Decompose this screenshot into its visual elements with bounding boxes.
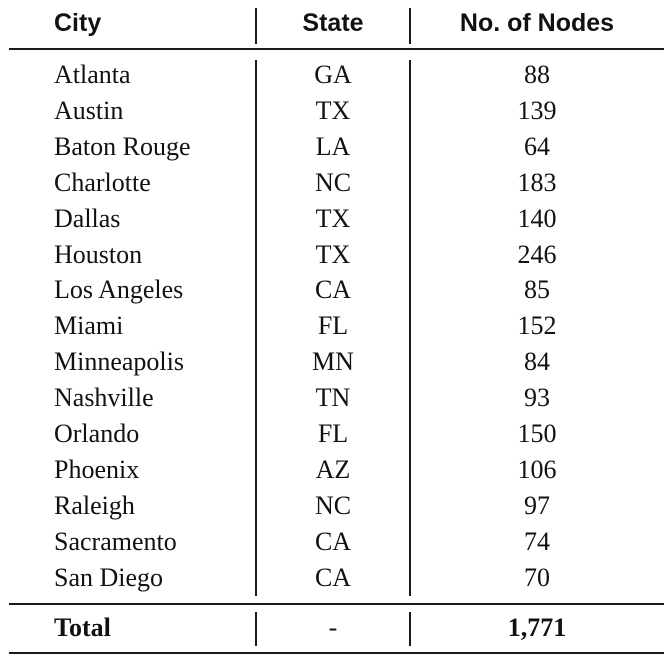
total-label: Total (54, 613, 111, 642)
cell-state: GA (314, 60, 352, 89)
cell-nodes: 64 (524, 131, 550, 161)
cell-city: Phoenix (54, 454, 140, 484)
cell-city: Sacramento (54, 526, 177, 556)
cell-state: AZ (315, 454, 351, 484)
cell-state: TX (315, 203, 351, 233)
cell-state: NC (314, 490, 352, 520)
cell-state: LA (315, 131, 351, 161)
total-nodes: 1,771 (507, 613, 567, 642)
header-state: State (302, 9, 364, 37)
cell-state: FL (317, 311, 349, 341)
cell-state: MN (312, 347, 354, 377)
cell-nodes: 70 (524, 562, 550, 592)
cell-city: Baton Rouge (54, 131, 191, 161)
total-divider-1 (255, 612, 257, 646)
cell-nodes: 140 (517, 203, 557, 233)
header-rule (9, 48, 664, 50)
cell-nodes: 246 (517, 239, 557, 269)
cell-city: Austin (54, 95, 124, 125)
cell-state: CA (314, 275, 352, 305)
cell-city: Minneapolis (54, 347, 184, 377)
cell-nodes: 139 (517, 95, 557, 125)
total-rule (9, 603, 664, 605)
header-divider-1 (255, 8, 257, 44)
cell-city: Miami (54, 311, 124, 341)
cell-nodes: 183 (517, 167, 557, 197)
cell-nodes: 106 (517, 454, 557, 484)
total-divider-2 (409, 612, 411, 646)
cell-state: FL (317, 419, 349, 448)
cell-nodes: 97 (524, 490, 550, 520)
cell-nodes: 93 (524, 383, 550, 413)
cell-state: CA (314, 562, 352, 592)
cell-city: Dallas (54, 203, 121, 233)
cell-city: Charlotte (54, 167, 151, 197)
cell-state: CA (314, 526, 352, 556)
cell-nodes: 150 (517, 419, 557, 448)
cell-state: TN (315, 383, 351, 413)
cell-city: Los Angeles (54, 275, 184, 305)
cell-state: TX (315, 239, 351, 269)
header-city: City (54, 9, 102, 37)
cell-nodes: 84 (524, 347, 550, 377)
cell-nodes: 85 (524, 275, 550, 305)
header-nodes: No. of Nodes (459, 9, 615, 37)
cell-city: Houston (54, 239, 143, 269)
cell-state: NC (314, 167, 352, 197)
cell-nodes: 152 (517, 311, 557, 341)
cell-nodes: 88 (524, 60, 550, 89)
cell-state: TX (315, 95, 351, 125)
cell-city: Atlanta (54, 60, 131, 89)
cell-city: Raleigh (54, 490, 135, 520)
cell-city: San Diego (54, 562, 164, 592)
cell-city: Nashville (54, 383, 154, 413)
bottom-rule (9, 652, 664, 654)
cell-city: Orlando (54, 419, 140, 448)
header-divider-2 (409, 8, 411, 44)
cell-nodes: 74 (524, 526, 550, 556)
total-state: - (328, 613, 338, 642)
